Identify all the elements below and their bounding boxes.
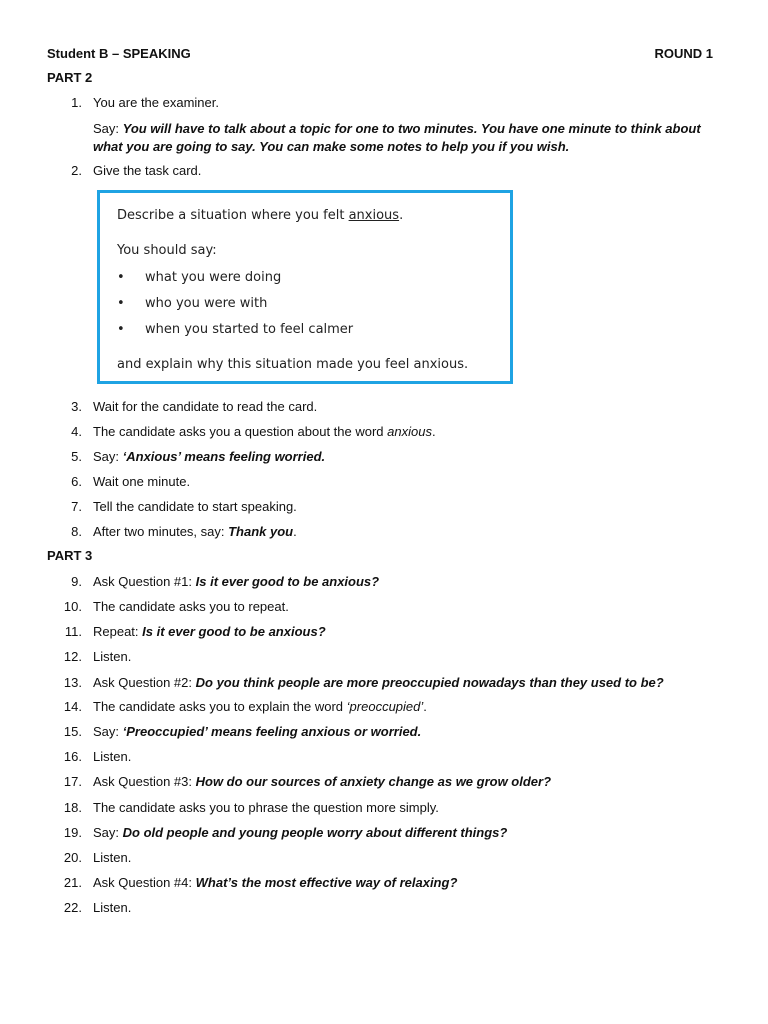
item-text-italic: ‘preoccupied’ bbox=[346, 699, 424, 714]
item-text: Give the task card. bbox=[93, 163, 202, 178]
task-card-topic bbox=[117, 208, 403, 223]
item-text bbox=[93, 623, 718, 641]
task-card-should-say: You should say: bbox=[117, 243, 217, 258]
item-text bbox=[93, 573, 718, 591]
header-title: Student B – SPEAKING bbox=[47, 46, 191, 61]
item-text-script: ‘Preoccupied’ means feeling anxious or worried. bbox=[122, 724, 422, 739]
item-text bbox=[93, 423, 718, 441]
item-text-plain: Ask Question #2: bbox=[93, 675, 196, 690]
item-text bbox=[93, 874, 718, 892]
topic-text: Describe a situation where you felt bbox=[117, 208, 349, 223]
item-text: The candidate asks you to repeat. bbox=[93, 599, 289, 614]
item-text-plain: The candidate asks you to explain the word bbox=[93, 699, 347, 714]
item-number: 21. bbox=[63, 875, 82, 890]
bullet-icon: • bbox=[117, 270, 125, 285]
item-text: Tell the candidate to start speaking. bbox=[93, 499, 297, 514]
item-number: 15. bbox=[63, 724, 82, 739]
task-card-explain: and explain why this situation made you feel anxious. bbox=[117, 357, 469, 372]
item-number: 1. bbox=[71, 95, 82, 110]
item-text-punct: . bbox=[293, 524, 297, 539]
item-text bbox=[93, 824, 718, 842]
item-number: 3. bbox=[71, 399, 82, 414]
bullet-icon: • bbox=[117, 296, 125, 311]
item-text-script: Thank you bbox=[228, 524, 294, 539]
item-text: Listen. bbox=[93, 850, 132, 865]
item-text-script: Do you think people are more preoccupied nowadays than they used to be? bbox=[195, 675, 664, 690]
item-number: 10. bbox=[63, 599, 82, 614]
item-text-plain: Ask Question #3: bbox=[93, 774, 196, 789]
item-text bbox=[93, 698, 718, 716]
item-text-plain: Say: bbox=[93, 825, 123, 840]
item-number: 9. bbox=[71, 574, 82, 589]
item-text bbox=[93, 448, 718, 466]
part2-heading: PART 2 bbox=[47, 70, 93, 85]
item-text: Listen. bbox=[93, 749, 132, 764]
item-text-script: Is it ever good to be anxious? bbox=[142, 624, 326, 639]
item-number: 14. bbox=[63, 699, 82, 714]
item-number: 6. bbox=[71, 474, 82, 489]
item-text-italic: anxious bbox=[387, 424, 432, 439]
topic-punct: . bbox=[399, 208, 404, 223]
topic-keyword: anxious bbox=[348, 208, 400, 223]
item-text bbox=[93, 773, 718, 791]
item-number: 19. bbox=[63, 825, 82, 840]
bullet-icon: • bbox=[117, 322, 125, 337]
item-number: 2. bbox=[71, 163, 82, 178]
item-text: Wait one minute. bbox=[93, 474, 191, 489]
task-card-bullet: what you were doing bbox=[145, 270, 282, 285]
item-text-script: Do old people and young people worry about different things? bbox=[122, 825, 508, 840]
item-number: 5. bbox=[71, 449, 82, 464]
item-text-plain: Ask Question #1: bbox=[93, 574, 196, 589]
item-text-plain: Say: bbox=[93, 449, 123, 464]
item-number: 11. bbox=[64, 624, 82, 639]
task-card-bullet: when you started to feel calmer bbox=[145, 322, 354, 337]
item-text-script: How do our sources of anxiety change as we grow older? bbox=[195, 774, 552, 789]
item-text-punct: . bbox=[423, 699, 427, 714]
part3-heading: PART 3 bbox=[47, 548, 93, 563]
item-number: 17. bbox=[63, 774, 82, 789]
item-number: 7. bbox=[71, 499, 82, 514]
item-number: 4. bbox=[71, 424, 82, 439]
item-number: 22. bbox=[63, 900, 82, 915]
item-text-plain: Ask Question #4: bbox=[93, 875, 196, 890]
item-text: Wait for the candidate to read the card. bbox=[93, 399, 318, 414]
item-text-script: What’s the most effective way of relaxing? bbox=[195, 875, 458, 890]
item-number: 13. bbox=[63, 675, 82, 690]
item-text: Listen. bbox=[93, 900, 132, 915]
item-text: You are the examiner. bbox=[93, 95, 219, 110]
page-header bbox=[47, 46, 713, 61]
header-round: ROUND 1 bbox=[654, 46, 713, 61]
task-card bbox=[97, 190, 513, 384]
item-text: The candidate asks you to phrase the question more simply. bbox=[93, 800, 439, 815]
item-text-script: Is it ever good to be anxious? bbox=[195, 574, 380, 589]
item-text-script: ‘Anxious’ means feeling worried. bbox=[122, 449, 326, 464]
examiner-say-instruction bbox=[93, 120, 713, 156]
item-number: 16. bbox=[63, 749, 82, 764]
item-text: Listen. bbox=[93, 649, 132, 664]
item-number: 18. bbox=[63, 800, 82, 815]
item-number: 20. bbox=[63, 850, 82, 865]
say-label: Say: bbox=[93, 121, 123, 136]
item-text-plain: The candidate asks you a question about the word bbox=[93, 424, 388, 439]
item-text bbox=[93, 674, 718, 692]
say-text: You will have to talk about a topic for one to two minutes. You have one minute to think about what you are going to say. You can make some notes to help you if you wish. bbox=[93, 121, 701, 154]
item-text bbox=[93, 523, 718, 541]
task-card-bullet: who you were with bbox=[145, 296, 268, 311]
item-text-plain: Say: bbox=[93, 724, 123, 739]
item-number: 8. bbox=[71, 524, 82, 539]
item-text-punct: . bbox=[431, 424, 436, 439]
item-text-plain: Repeat: bbox=[93, 624, 143, 639]
item-number: 12. bbox=[63, 649, 82, 664]
item-text-plain: After two minutes, say: bbox=[93, 524, 229, 539]
item-text bbox=[93, 723, 718, 741]
